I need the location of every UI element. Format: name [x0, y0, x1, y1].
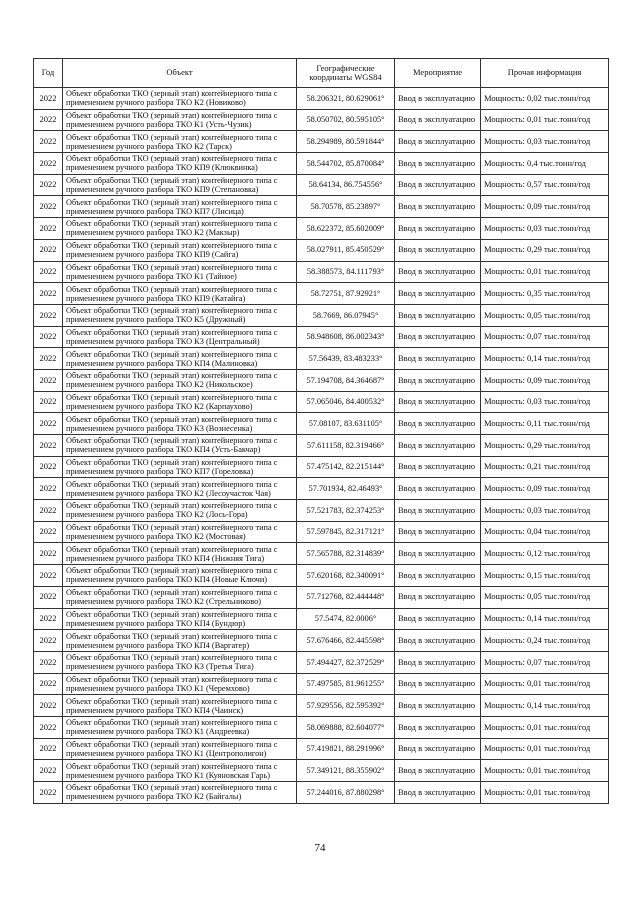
cell-object: Объект обработки ТКО (зерный этап) контейнерного типа с применением ручного разбора ТКО К2 (Никольское) — [63, 369, 297, 391]
table-row — [34, 586, 609, 608]
cell-coords: 57.08107, 83.631105° — [297, 413, 395, 435]
cell-coords: 57.065046, 84.400532° — [297, 391, 395, 413]
cell-object: Объект обработки ТКО (зерный этап) контейнерного типа с применением ручного разбора ТКО К2 (Мостовая) — [63, 521, 297, 543]
cell-coords: 57.620168, 82.340091° — [297, 565, 395, 587]
table-row — [34, 782, 609, 804]
cell-year: 2022 — [34, 348, 63, 370]
cell-info: Мощность: 0,09 тыс.тонн/год — [481, 196, 609, 218]
cell-info: Мощность: 0,14 тыс.тонн/год — [481, 608, 609, 630]
cell-event: Ввод в эксплуатацию — [395, 88, 481, 110]
cell-year: 2022 — [34, 630, 63, 652]
cell-year: 2022 — [34, 651, 63, 673]
cell-object: Объект обработки ТКО (зерный этап) контейнерного типа с применением ручного разбора ТКО К2 (Тарск) — [63, 131, 297, 153]
cell-info: Мощность: 0,02 тыс.тонн/год — [481, 88, 609, 110]
header-coords: Географические координаты WGS84 — [297, 59, 395, 88]
cell-info: Мощность: 0,21 тыс.тонн/год — [481, 456, 609, 478]
cell-event: Ввод в эксплуатацию — [395, 435, 481, 457]
cell-year: 2022 — [34, 304, 63, 326]
cell-event: Ввод в эксплуатацию — [395, 304, 481, 326]
cell-event: Ввод в эксплуатацию — [395, 586, 481, 608]
cell-event: Ввод в эксплуатацию — [395, 413, 481, 435]
table-row — [34, 478, 609, 500]
cell-info: Мощность: 0,01 тыс.тонн/год — [481, 738, 609, 760]
cell-year: 2022 — [34, 695, 63, 717]
cell-object: Объект обработки ТКО (зерный этап) контейнерного типа с применением ручного разбора ТКО К1 (Центрополигон) — [63, 738, 297, 760]
table-row — [34, 174, 609, 196]
cell-event: Ввод в эксплуатацию — [395, 131, 481, 153]
cell-object: Объект обработки ТКО (зерный этап) контейнерного типа с применением ручного разбора ТКО КП7 (Гореловка) — [63, 456, 297, 478]
cell-info: Мощность: 0,03 тыс.тонн/год — [481, 391, 609, 413]
header-info: Прочая информация — [481, 59, 609, 88]
cell-event: Ввод в эксплуатацию — [395, 478, 481, 500]
cell-coords: 57.5474, 82.0006° — [297, 608, 395, 630]
cell-year: 2022 — [34, 174, 63, 196]
table-row — [34, 283, 609, 305]
cell-event: Ввод в эксплуатацию — [395, 521, 481, 543]
cell-event: Ввод в эксплуатацию — [395, 565, 481, 587]
cell-coords: 57.419821, 88.291996° — [297, 738, 395, 760]
cell-year: 2022 — [34, 109, 63, 131]
cell-coords: 58.206321, 80.629061° — [297, 88, 395, 110]
cell-coords: 58.64134, 86.754556° — [297, 174, 395, 196]
cell-year: 2022 — [34, 782, 63, 804]
cell-year: 2022 — [34, 283, 63, 305]
cell-object: Объект обработки ТКО (зерный этап) контейнерного типа с применением ручного разбора ТКО КП7 (Лисица) — [63, 196, 297, 218]
cell-object: Объект обработки ТКО (зерный этап) контейнерного типа с применением ручного разбора ТКО КП4 (Усть-Бакчар) — [63, 435, 297, 457]
cell-info: Мощность: 0,01 тыс.тонн/год — [481, 760, 609, 782]
cell-event: Ввод в эксплуатацию — [395, 348, 481, 370]
table-row — [34, 196, 609, 218]
cell-event: Ввод в эксплуатацию — [395, 608, 481, 630]
cell-object: Объект обработки ТКО (зерный этап) контейнерного типа с применением ручного разбора ТКО К1 (Андреевка) — [63, 716, 297, 738]
cell-coords: 57.349121, 88.355902° — [297, 760, 395, 782]
cell-object: Объект обработки ТКО (зерный этап) контейнерного типа с применением ручного разбора ТКО К1 (Черемхово) — [63, 673, 297, 695]
table-row — [34, 695, 609, 717]
cell-object: Объект обработки ТКО (зерный этап) контейнерного типа с применением ручного разбора ТКО К2 (Лось-Гора) — [63, 500, 297, 522]
cell-object: Объект обработки ТКО (зерный этап) контейнерного типа с применением ручного разбора ТКО К3 (Третья Тига) — [63, 651, 297, 673]
table-row — [34, 738, 609, 760]
cell-year: 2022 — [34, 369, 63, 391]
cell-event: Ввод в эксплуатацию — [395, 543, 481, 565]
cell-info: Мощность: 0,57 тыс.тонн/год — [481, 174, 609, 196]
cell-coords: 58.7669, 86.07945° — [297, 304, 395, 326]
table-row — [34, 673, 609, 695]
cell-coords: 58.050702, 80.595105° — [297, 109, 395, 131]
cell-object: Объект обработки ТКО (зерный этап) контейнерного типа с применением ручного разбора ТКО К3 (Вознесенка) — [63, 413, 297, 435]
table-row — [34, 543, 609, 565]
cell-object: Объект обработки ТКО (зерный этап) контейнерного типа с применением ручного разбора ТКО КП9 (Степановка) — [63, 174, 297, 196]
table-row — [34, 369, 609, 391]
cell-coords: 58.294989, 80.591844° — [297, 131, 395, 153]
table-row — [34, 565, 609, 587]
cell-event: Ввод в эксплуатацию — [395, 239, 481, 261]
cell-year: 2022 — [34, 673, 63, 695]
cell-coords: 57.701934, 82.46493° — [297, 478, 395, 500]
cell-event: Ввод в эксплуатацию — [395, 153, 481, 175]
cell-coords: 58.948608, 86.002343° — [297, 326, 395, 348]
table-row — [34, 131, 609, 153]
cell-info: Мощность: 0,03 тыс.тонн/год — [481, 131, 609, 153]
cell-object: Объект обработки ТКО (зерный этап) контейнерного типа с применением ручного разбора ТКО КП9 (Катайга) — [63, 283, 297, 305]
table-row — [34, 326, 609, 348]
cell-event: Ввод в эксплуатацию — [395, 283, 481, 305]
cell-coords: 58.72751, 87.92921° — [297, 283, 395, 305]
cell-coords: 57.929556, 82.595392° — [297, 695, 395, 717]
cell-info: Мощность: 0,09 тыс.тонн/год — [481, 369, 609, 391]
cell-info: Мощность: 0,01 тыс.тонн/год — [481, 261, 609, 283]
cell-object: Объект обработки ТКО (зерный этап) контейнерного типа с применением ручного разбора ТКО К2 (Карпаухово) — [63, 391, 297, 413]
cell-year: 2022 — [34, 456, 63, 478]
cell-coords: 57.565788, 82.314839° — [297, 543, 395, 565]
cell-info: Мощность: 0,15 тыс.тонн/год — [481, 565, 609, 587]
table-row — [34, 456, 609, 478]
cell-info: Мощность: 0,09 тыс.тонн/год — [481, 478, 609, 500]
header-event: Мероприятие — [395, 59, 481, 88]
cell-object: Объект обработки ТКО (зерный этап) контейнерного типа с применением ручного разбора ТКО КП9 (Клюквинка) — [63, 153, 297, 175]
cell-year: 2022 — [34, 131, 63, 153]
cell-coords: 58.622372, 85.602009° — [297, 218, 395, 240]
table-row — [34, 435, 609, 457]
cell-year: 2022 — [34, 543, 63, 565]
cell-event: Ввод в эксплуатацию — [395, 218, 481, 240]
cell-coords: 57.712768, 82.444448° — [297, 586, 395, 608]
cell-coords: 58.70578, 85.23897° — [297, 196, 395, 218]
cell-coords: 57.521783, 82.374253° — [297, 500, 395, 522]
cell-event: Ввод в эксплуатацию — [395, 391, 481, 413]
cell-object: Объект обработки ТКО (зерный этап) контейнерного типа с применением ручного разбора ТКО К2 (Байгалы) — [63, 782, 297, 804]
cell-info: Мощность: 0,07 тыс.тонн/год — [481, 651, 609, 673]
cell-year: 2022 — [34, 261, 63, 283]
cell-object: Объект обработки ТКО (зерный этап) контейнерного типа с применением ручного разбора ТКО КП4 (Нижняя Тига) — [63, 543, 297, 565]
cell-object: Объект обработки ТКО (зерный этап) контейнерного типа с применением ручного разбора ТКО КП4 (Новые Ключи) — [63, 565, 297, 587]
table-row — [34, 630, 609, 652]
cell-year: 2022 — [34, 716, 63, 738]
cell-year: 2022 — [34, 738, 63, 760]
cell-object: Объект обработки ТКО (зерный этап) контейнерного типа с применением ручного разбора ТКО КП4 (Варгатер) — [63, 630, 297, 652]
cell-info: Мощность: 0,04 тыс.тонн/год — [481, 521, 609, 543]
table-row — [34, 261, 609, 283]
table-row — [34, 304, 609, 326]
table-row — [34, 218, 609, 240]
cell-coords: 57.497585, 81.961255° — [297, 673, 395, 695]
cell-object: Объект обработки ТКО (зерный этап) контейнерного типа с применением ручного разбора ТКО К1 (Усть-Чузик) — [63, 109, 297, 131]
cell-info: Мощность: 0,29 тыс.тонн/год — [481, 435, 609, 457]
cell-year: 2022 — [34, 521, 63, 543]
table-row — [34, 760, 609, 782]
table-row — [34, 391, 609, 413]
table-row — [34, 88, 609, 110]
table-row — [34, 109, 609, 131]
cell-object: Объект обработки ТКО (зерный этап) контейнерного типа с применением ручного разбора ТКО К2 (Стрельниково) — [63, 586, 297, 608]
cell-info: Мощность: 0,35 тыс.тонн/год — [481, 283, 609, 305]
page-number: 74 — [314, 842, 326, 854]
cell-coords: 57.597845, 82.317121° — [297, 521, 395, 543]
table-row — [34, 413, 609, 435]
cell-info: Мощность: 0,05 тыс.тонн/год — [481, 586, 609, 608]
cell-coords: 57.194708, 84.364687° — [297, 369, 395, 391]
table-row — [34, 608, 609, 630]
cell-year: 2022 — [34, 478, 63, 500]
cell-year: 2022 — [34, 326, 63, 348]
cell-year: 2022 — [34, 565, 63, 587]
cell-event: Ввод в эксплуатацию — [395, 651, 481, 673]
cell-info: Мощность: 0,03 тыс.тонн/год — [481, 218, 609, 240]
cell-info: Мощность: 0,05 тыс.тонн/год — [481, 304, 609, 326]
cell-coords: 57.611158, 82.319466° — [297, 435, 395, 457]
cell-coords: 57.475142, 82.215144° — [297, 456, 395, 478]
table-row — [34, 239, 609, 261]
cell-info: Мощность: 0,14 тыс.тонн/год — [481, 348, 609, 370]
cell-info: Мощность: 0,01 тыс.тонн/год — [481, 782, 609, 804]
cell-year: 2022 — [34, 88, 63, 110]
table-body — [34, 88, 609, 804]
cell-object: Объект обработки ТКО (зерный этап) контейнерного типа с применением ручного разбора ТКО К3 (Центральный) — [63, 326, 297, 348]
cell-coords: 58.069888, 82.604077° — [297, 716, 395, 738]
cell-object: Объект обработки ТКО (зерный этап) контейнерного типа с применением ручного разбора ТКО К2 (Новиково) — [63, 88, 297, 110]
cell-info: Мощность: 0,07 тыс.тонн/год — [481, 326, 609, 348]
cell-coords: 57.494427, 82.372529° — [297, 651, 395, 673]
cell-year: 2022 — [34, 391, 63, 413]
table-row — [34, 153, 609, 175]
table-row — [34, 348, 609, 370]
table-header-row — [34, 59, 609, 88]
cell-info: Мощность: 0,4 тыс.тонн/год — [481, 153, 609, 175]
cell-info: Мощность: 0,14 тыс.тонн/год — [481, 695, 609, 717]
cell-event: Ввод в эксплуатацию — [395, 630, 481, 652]
cell-year: 2022 — [34, 608, 63, 630]
cell-year: 2022 — [34, 760, 63, 782]
cell-info: Мощность: 0,03 тыс.тонн/год — [481, 500, 609, 522]
cell-event: Ввод в эксплуатацию — [395, 196, 481, 218]
cell-info: Мощность: 0,01 тыс.тонн/год — [481, 673, 609, 695]
cell-object: Объект обработки ТКО (зерный этап) контейнерного типа с применением ручного разбора ТКО К1 (Куяновская Гарь) — [63, 760, 297, 782]
cell-year: 2022 — [34, 435, 63, 457]
cell-coords: 58.027911, 85.450529° — [297, 239, 395, 261]
cell-event: Ввод в эксплуатацию — [395, 261, 481, 283]
cell-info: Мощность: 0,24 тыс.тонн/год — [481, 630, 609, 652]
cell-info: Мощность: 0,01 тыс.тонн/год — [481, 109, 609, 131]
cell-object: Объект обработки ТКО (зерный этап) контейнерного типа с применением ручного разбора ТКО КП4 (Малиновка) — [63, 348, 297, 370]
cell-object: Объект обработки ТКО (зерный этап) контейнерного типа с применением ручного разбора ТКО К1 (Тайное) — [63, 261, 297, 283]
header-object: Объект — [63, 59, 297, 88]
table-row — [34, 651, 609, 673]
cell-event: Ввод в эксплуатацию — [395, 673, 481, 695]
cell-event: Ввод в эксплуатацию — [395, 369, 481, 391]
cell-object: Объект обработки ТКО (зерный этап) контейнерного типа с применением ручного разбора ТКО К2 (Макзыр) — [63, 218, 297, 240]
facilities-table — [33, 58, 609, 804]
cell-year: 2022 — [34, 153, 63, 175]
cell-coords: 57.56439, 83.483233° — [297, 348, 395, 370]
cell-info: Мощность: 0,11 тыс.тонн/год — [481, 413, 609, 435]
cell-year: 2022 — [34, 239, 63, 261]
table-row — [34, 521, 609, 543]
cell-object: Объект обработки ТКО (зерный этап) контейнерного типа с применением ручного разбора ТКО КП4 (Бундюр) — [63, 608, 297, 630]
cell-event: Ввод в эксплуатацию — [395, 716, 481, 738]
cell-object: Объект обработки ТКО (зерный этап) контейнерного типа с применением ручного разбора ТКО КП9 (Сайга) — [63, 239, 297, 261]
cell-event: Ввод в эксплуатацию — [395, 782, 481, 804]
cell-coords: 58.388573, 84.111793° — [297, 261, 395, 283]
cell-event: Ввод в эксплуатацию — [395, 738, 481, 760]
cell-year: 2022 — [34, 586, 63, 608]
header-year: Год — [34, 59, 63, 88]
cell-coords: 58.544702, 85.870084° — [297, 153, 395, 175]
cell-event: Ввод в эксплуатацию — [395, 109, 481, 131]
cell-event: Ввод в эксплуатацию — [395, 456, 481, 478]
table-row — [34, 500, 609, 522]
cell-year: 2022 — [34, 413, 63, 435]
cell-event: Ввод в эксплуатацию — [395, 760, 481, 782]
cell-year: 2022 — [34, 196, 63, 218]
cell-object: Объект обработки ТКО (зерный этап) контейнерного типа с применением ручного разбора ТКО К5 (Дружный) — [63, 304, 297, 326]
cell-event: Ввод в эксплуатацию — [395, 500, 481, 522]
cell-info: Мощность: 0,29 тыс.тонн/год — [481, 239, 609, 261]
cell-object: Объект обработки ТКО (зерный этап) контейнерного типа с применением ручного разбора ТКО КП4 (Чаинск) — [63, 695, 297, 717]
cell-event: Ввод в эксплуатацию — [395, 174, 481, 196]
cell-year: 2022 — [34, 500, 63, 522]
cell-coords: 57.244016, 87.880298° — [297, 782, 395, 804]
cell-coords: 57.676466, 82.445598° — [297, 630, 395, 652]
cell-event: Ввод в эксплуатацию — [395, 326, 481, 348]
cell-info: Мощность: 0,01 тыс.тонн/год — [481, 716, 609, 738]
cell-year: 2022 — [34, 218, 63, 240]
cell-info: Мощность: 0,12 тыс.тонн/год — [481, 543, 609, 565]
table-row — [34, 716, 609, 738]
cell-event: Ввод в эксплуатацию — [395, 695, 481, 717]
cell-object: Объект обработки ТКО (зерный этап) контейнерного типа с применением ручного разбора ТКО К2 (Лесоучасток Чая) — [63, 478, 297, 500]
